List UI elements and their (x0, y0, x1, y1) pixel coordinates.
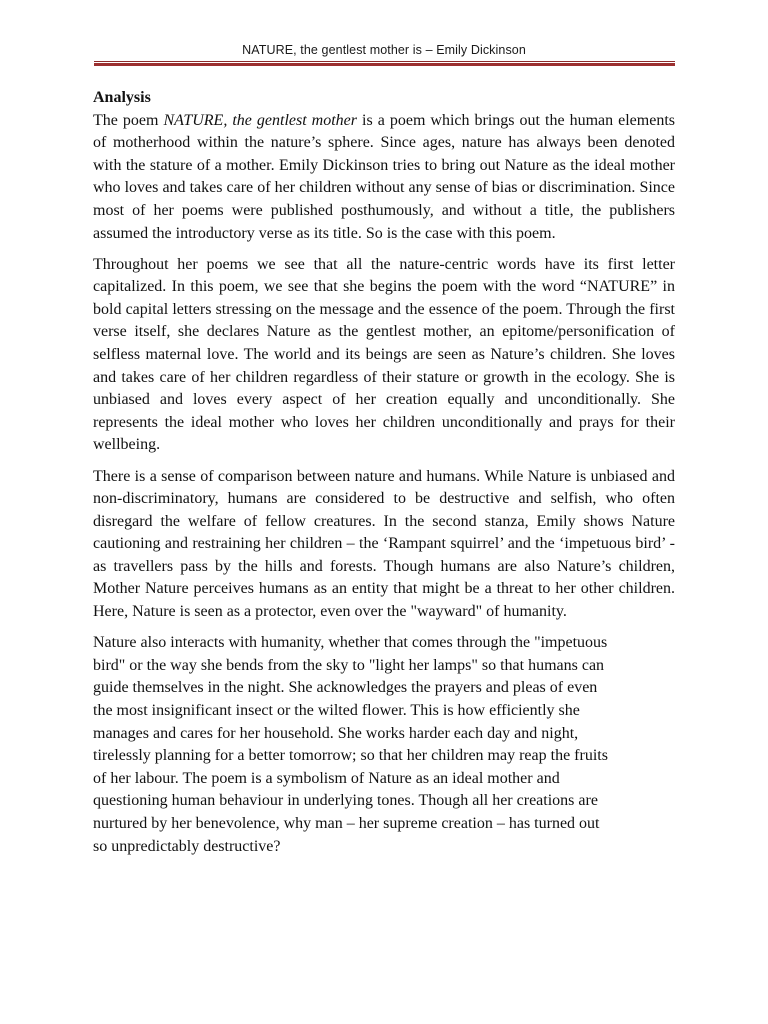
paragraph-4-line: so unpredictably destructive? (93, 837, 281, 855)
running-header: NATURE, the gentlest mother is – Emily Dickinson (242, 43, 526, 57)
paragraph-4-line: manages and cares for her household. She works harder each day and night, (93, 724, 579, 742)
header-rule-thin (94, 61, 675, 62)
paragraph-4-line: bird" or the way she bends from the sky to "light her lamps" so that humans can (93, 656, 605, 674)
document-body (93, 87, 675, 867)
paragraph-1-rest: is a poem which brings out the human elements of motherhood within the nature’s sphere. Since ages, nature has always been denoted with the stature of a mother. Emily Dickinson tries to bring out Nature as the ideal mother who loves and takes care of her children without any sense of bias or discrimination. Since most of her poems were published posthumously, and without a title, the publishers assumed the introductory verse as its title. So is the case with this poem. (93, 111, 676, 242)
paragraph-4-line: guide themselves in the night. She acknowledges the prayers and pleas of even (93, 679, 598, 697)
paragraph-4-line: tirelessly planning for a better tomorrow; so that her children may reap the fruits (93, 747, 608, 765)
section-heading: Analysis (93, 89, 151, 106)
header-rule-thick (94, 63, 675, 66)
paragraph-4-line: questioning human behaviour in underlying tones. Though all her creations are (93, 792, 598, 810)
paragraph-2: Throughout her poems we see that all the nature-centric words have its first letter capitalized. In this poem, we see that she begins the poem with the word “NATURE” in bold capital letters stressing on the message and the essence of the poem. Through the first verse itself, she declares Nature as the gentlest mother, an epitome/personification of selfless maternal love. The world and its beings are seen as Nature’s children. She loves and takes care of her children regardless of their stature or growth in the ecology. She is unbiased and loves every aspect of her creation equally and unconditionally. She represents the ideal mother who loves her children unconditionally and prays for their wellbeing. (93, 255, 675, 454)
poem-title-italic: NATURE, the gentlest mother (163, 111, 358, 129)
paragraph-4-line: nurtured by her benevolence, why man – her supreme creation – has turned out (93, 814, 600, 832)
paragraph-1 (93, 110, 675, 246)
paragraph-4-line: of her labour. The poem is a symbolism of Nature as an ideal mother and (93, 769, 560, 787)
paragraph-4-line: the most insignificant insect or the wilted flower. This is how efficiently she (93, 701, 580, 719)
paragraph-3: There is a sense of comparison between nature and humans. While Nature is unbiased and non-discriminatory, humans are considered to be destructive and selfish, who often disregard the welfare of fellow creatures. In the second stanza, Emily shows Nature cautioning and restraining her children – the ‘Rampant squirrel’ and the ‘impetuous bird’ - as travellers pass by the hills and forests. Though humans are also Nature’s children, Mother Nature perceives humans as an entity that might be a threat to her other children. Here, Nature is seen as a protector, even over the "wayward" of humanity. (93, 467, 675, 621)
paragraph-4-line: Nature also interacts with humanity, whether that comes through the "impetuous (93, 634, 608, 652)
paragraph-1-lead: The poem (93, 111, 164, 129)
paragraph-4 (93, 632, 675, 858)
